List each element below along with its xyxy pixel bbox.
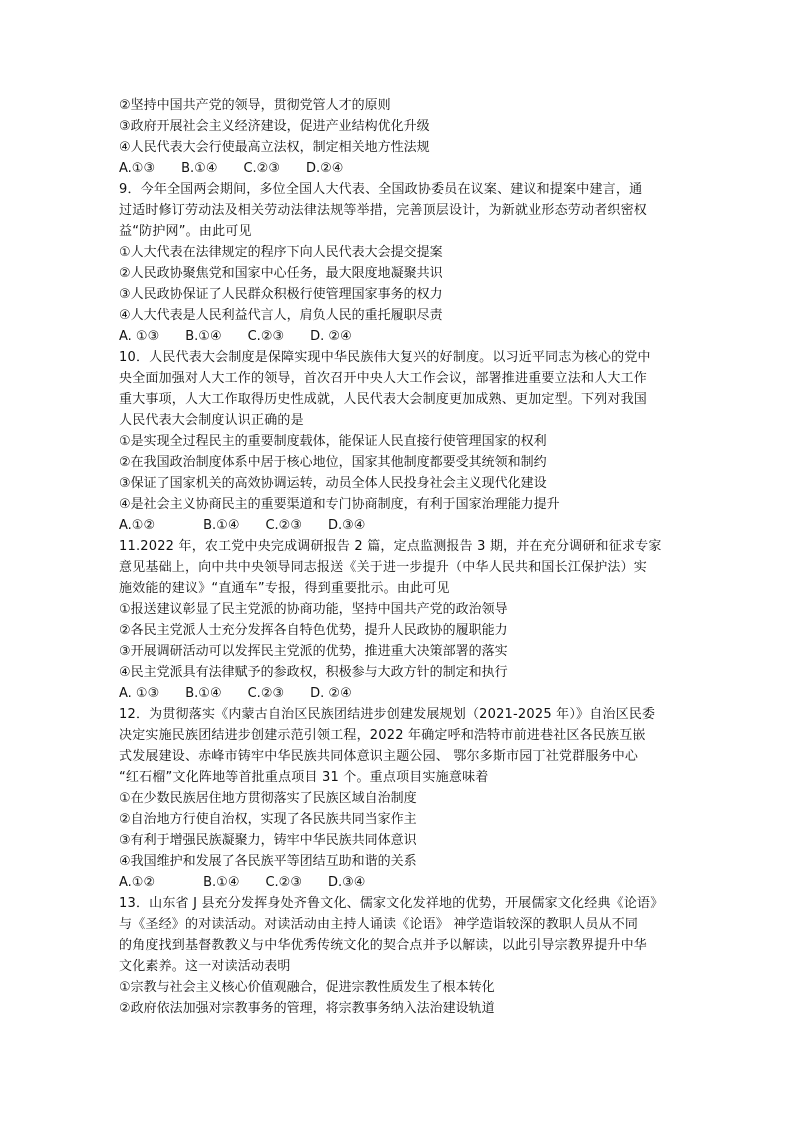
q9-option-2: ②人民政协聚焦党和国家中心任务，最大限度地凝聚共识 [119,266,443,281]
q9-option-3: ③人民政协保证了人民群众积极行使管理国家事务的权力 [119,287,443,302]
q12-choice-a: A.①② [119,875,156,890]
q8-option-3: ③政府开展社会主义经济建设，促进产业结构优化升级 [119,119,430,134]
q9-option-4: ④人大代表是人民利益代言人，肩负人民的重托履职尽责 [119,308,443,323]
q13-stem-line: 的角度找到基督教教义与中华优秀传统文化的契合点并予以解读，以此引导宗教界提升中华 [119,938,648,953]
q12-choice-c: C.②③ [265,875,302,890]
q12-choice-b: B.①④ [203,875,240,890]
q11-choice-c: C.②③ [247,686,285,701]
q8-choice-d: D.②④ [306,161,344,176]
q9-choice-d: D. ②④ [310,329,352,344]
q12-stem-line: 12．为贯彻落实《内蒙古自治区民族团结进步创建发展规划（2021-2025 年）》自治区民委 [119,707,656,722]
q9-choices [119,326,681,347]
q8-choice-b: B.①④ [181,161,218,176]
q12-choices [119,872,681,893]
q13-stem-line: 与《圣经》的对读活动。对读活动由主持人诵读《论语》 神学造诣较深的教职人员从不同 [119,917,639,932]
q11-stem-line: 施效能的建议》“直通车”专报，得到重要批示。由此可见 [119,581,450,596]
q8-option-2: ②坚持中国共产党的领导，贯彻党管人才的原则 [119,98,391,113]
q8-option-4: ④人民代表大会行使最高立法权，制定相关地方性法规 [119,140,430,155]
q12-option-1: ①在少数民族居住地方贯彻落实了民族区域自治制度 [119,791,417,806]
q10-stem-line: 10．人民代表大会制度是保障实现中华民族伟大复兴的好制度。以习近平同志为核心的党中 [119,350,651,365]
q11-stem-line: 意见基础上，向中共中央领导同志报送《关于进一步提升（中华人民共和国长江保护法）实 [119,560,648,575]
q10-option-3: ③保证了国家机关的高效协调运转，动员全体人民投身社会主义现代化建设 [119,476,547,491]
q13-option-1: ①宗教与社会主义核心价值观融合，促进宗教性质发生了根本转化 [119,980,495,995]
q11-stem-line: 11.2022 年，农工党中央完成调研报告 2 篇，定点监测报告 3 期，并在充分调研和征求专家 [119,539,662,554]
q9-choice-a: A. ①③ [119,329,160,344]
q10-choice-a: A.①② [119,518,156,533]
question-content [119,95,681,1019]
q11-choice-d: D. ②④ [310,686,352,701]
q11-choice-a: A. ①③ [119,686,160,701]
q8-choice-a: A.①③ [119,161,156,176]
q13-stem-line: 文化素养。这一对读活动表明 [119,959,291,974]
q10-choice-d: D.③④ [328,518,366,533]
q9-stem-line: 益“防护网”。由此可见 [119,224,252,239]
q12-stem-line: 式发展建设、赤峰市铸牢中华民族共同体意识主题公园、 鄂尔多斯市园丁社党群服务中心 [119,749,639,764]
q9-stem-line: 过适时修订劳动法及相关劳动法律法规等举措，完善顶层设计，为新就业形态劳动者织密权 [119,203,648,218]
q12-option-3: ③有利于增强民族凝聚力，铸牢中华民族共同体意识 [119,833,417,848]
q12-option-4: ④我国维护和发展了各民族平等团结互助和谐的关系 [119,854,417,869]
q9-stem-line: 9．今年全国两会期间，多位全国人大代表、全国政协委员在议案、建议和提案中建言，通 [119,182,643,197]
q11-option-3: ③开展调研活动可以发挥民主党派的优势，推进重大决策部署的落实 [119,644,508,659]
q10-option-2: ②在我国政治制度体系中居于核心地位，国家其他制度都要受其统领和制约 [119,455,547,470]
q8-choice-c: C.②③ [243,161,280,176]
q10-option-1: ①是实现全过程民主的重要制度载体，能保证人民直接行使管理国家的权利 [119,434,547,449]
q10-stem-line: 央全面加强对人大工作的领导，首次召开中央人大工作会议，部署推进重要立法和人大工作 [119,371,648,386]
q10-option-4: ④是社会主义协商民主的重要渠道和专门协商制度，有利于国家治理能力提升 [119,497,560,512]
q12-stem-line: “红石榴”文化阵地等首批重点项目 31 个。重点项目实施意味着 [119,770,489,785]
q11-choices [119,683,681,704]
q9-option-1: ①人大代表在法律规定的程序下向人民代表大会提交提案 [119,245,443,260]
q11-option-1: ①报送建议彰显了民主党派的协商功能，坚持中国共产党的政治领导 [119,602,508,617]
q12-option-2: ②自治地方行使自治权，实现了各民族共同当家作主 [119,812,417,827]
q9-choice-c: C.②③ [247,329,285,344]
q10-choice-b: B.①④ [203,518,240,533]
q10-choices [119,515,681,536]
q12-choice-d: D.③④ [328,875,366,890]
q11-choice-b: B.①④ [185,686,222,701]
q13-option-2: ②政府依法加强对宗教事务的管理，将宗教事务纳入法治建设轨道 [119,1001,495,1016]
q11-option-2: ②各民主党派人士充分发挥各自特色优势，提升人民政协的履职能力 [119,623,508,638]
q10-stem-line: 人民代表大会制度认识正确的是 [119,413,304,428]
q11-option-4: ④民主党派具有法律赋予的参政权，积极参与大政方针的制定和执行 [119,665,508,680]
q9-choice-b: B.①④ [185,329,222,344]
q10-stem-line: 重大事项，人大工作取得历史性成就，人民代表大会制度更加成熟、更加定型。下列对我国 [119,392,648,407]
q13-stem-line: 13．山东省 J 县充分发挥身处齐鲁文化、儒家文化发祥地的优势，开展儒家文化经典《论语》 [119,896,664,911]
q10-choice-c: C.②③ [265,518,302,533]
q8-choices [119,158,681,179]
q12-stem-line: 决定实施民族团结进步创建示范引领工程，2022 年确定呼和浩特市前进巷社区各民族互嵌 [119,728,646,743]
